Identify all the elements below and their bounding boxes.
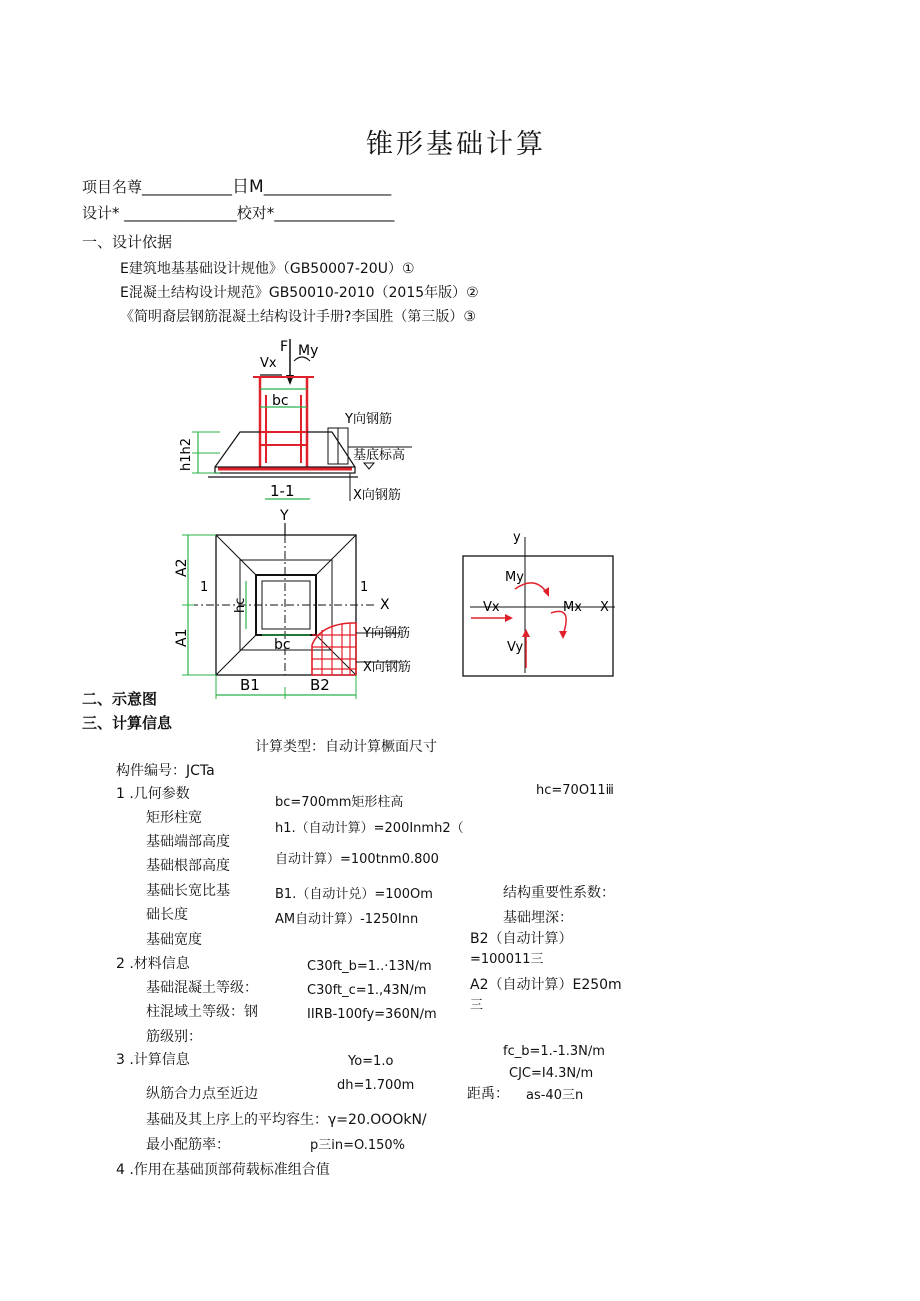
project-name-blank: ____________ xyxy=(142,178,233,196)
design-blank: _______________ xyxy=(124,204,237,222)
label-x-rebar-section: X向钢筋 xyxy=(353,488,401,503)
mat-value-column: C30ft_c=1.,43N∕m xyxy=(307,983,427,998)
mx-arrowhead xyxy=(559,631,567,639)
label-A1: A1 xyxy=(174,628,190,647)
label-x-rebar-plan: X向钢筋 xyxy=(363,660,411,675)
check-label: 校对* xyxy=(236,204,275,222)
label-section-mark-left: 1 xyxy=(200,580,209,595)
elevation-symbol xyxy=(364,463,374,469)
vx-arrowhead xyxy=(505,614,513,622)
geom-label-root-height: 基础根部高度 xyxy=(146,858,230,874)
hip-line-2 xyxy=(316,535,356,575)
project-name-row xyxy=(82,172,391,197)
label-base-elevation: 基底标高 xyxy=(353,448,406,463)
geom-embed-depth: 基础埋深： xyxy=(503,910,573,926)
force-diagram-frame xyxy=(463,556,613,676)
geom-value-a1: AM自动计算）-1250Inn xyxy=(275,912,419,927)
design-label: 设计* xyxy=(82,204,120,222)
hip-line-3 xyxy=(216,635,256,675)
basis-item-2: E混凝土结构设计规范》GB50010-2010（2015年版）② xyxy=(120,285,479,301)
calc-cover-label: 纵筋合力点至近边 xyxy=(146,1086,258,1102)
geom-label-column-width: 矩形柱宽 xyxy=(146,810,202,826)
basis-item-3: 《简明裔层钢筋混凝土结构设计手册?李国胜（第三版）③ xyxy=(120,309,476,325)
geom-value-b1: B1.（自动计兑）=100Om xyxy=(275,887,433,902)
calc-info-heading: 3 .计算信息 xyxy=(116,1052,190,1068)
basis-item-1: E建筑地基基础设计规他》（GB50007-20U）① xyxy=(120,261,415,277)
geom-value-bc: bc=700mm矩形柱高 xyxy=(275,795,404,810)
mat-label-rebar-grade: 筋级别： xyxy=(146,1029,202,1045)
label-section-1-1: 1-1 xyxy=(270,482,295,500)
label-force-Vy: Vy xyxy=(507,640,524,655)
label-force-Vx: Vx xyxy=(483,600,500,615)
calc-heading: 三、计算信息 xyxy=(82,714,173,732)
label-Y-axis: Y xyxy=(280,508,289,524)
label-y-rebar-section: Y向钢筋 xyxy=(345,412,392,427)
footing-slope-left xyxy=(215,432,260,467)
project-name-label: 项目名尊 xyxy=(82,178,143,196)
calc-distance-label: 距禹： xyxy=(467,1086,509,1102)
date-blank: _________________ xyxy=(263,178,392,196)
geom-importance-factor: 结构重要性系数： xyxy=(503,885,615,901)
label-force-Mx: Mx xyxy=(563,600,582,615)
design-row xyxy=(82,202,394,223)
mat-label-footing-concrete: 基础混凝土等级： xyxy=(146,980,258,996)
mat-value-footing: C30ft_b=1..·13N∕m xyxy=(307,959,432,974)
section-view-diagram xyxy=(160,335,425,510)
hip-line-1 xyxy=(216,535,256,575)
check-blank: ________________ xyxy=(274,204,395,222)
calc-type: 计算类型：自动计算橛面尺寸 xyxy=(255,739,437,755)
vy-arrowhead xyxy=(522,629,530,637)
label-F: F xyxy=(280,339,289,355)
label-h1h2: h1h2 xyxy=(179,437,194,471)
mat-a2-unit: 三 xyxy=(470,998,484,1013)
label-force-x: X xyxy=(600,600,609,615)
calc-fc-b: fc_b=1.-1.3N∕m xyxy=(503,1044,605,1059)
geom-label-length: 础长度 xyxy=(146,907,188,923)
geometry-heading: 1 .几何参数 xyxy=(116,786,190,802)
page-title: 锥形基础计算 xyxy=(366,129,546,160)
geom-b2-value: =100011三 xyxy=(470,952,544,967)
mat-value-rebar: IIRB-100fy=360N∕m xyxy=(307,1007,437,1022)
member-number: 构件编号：JCTa xyxy=(116,763,215,779)
rebar-grid-quadrant xyxy=(312,623,356,675)
load-direction-diagram xyxy=(455,523,620,683)
loads-heading: 4 .作用在基础顶部荷载标准组合值 xyxy=(116,1162,330,1178)
geom-label-ratio: 基础长宽比基 xyxy=(146,883,230,899)
label-X-axis: X xyxy=(380,597,390,613)
plan-view-diagram xyxy=(160,505,425,700)
calc-fc-c: CJC=I4.3N∕m xyxy=(509,1066,594,1081)
calc-as: as-40三n xyxy=(526,1088,584,1103)
label-force-My: My xyxy=(505,570,524,585)
label-bc-plan: bc xyxy=(274,637,291,653)
geom-value-hc: hc=70O11ⅲ xyxy=(536,783,614,798)
calc-unit-weight: 基础及其上序上的平均容生：γ=20.OOOkN/ xyxy=(146,1112,427,1128)
label-B2: B2 xyxy=(310,676,330,694)
material-heading: 2 .材料信息 xyxy=(116,956,190,972)
mat-label-column-concrete: 柱混域土等级：钢 xyxy=(146,1004,258,1020)
calc-min-ratio-label: 最小配筋率： xyxy=(146,1137,230,1153)
label-My: My xyxy=(298,343,319,359)
geom-label-end-height: 基础端部高度 xyxy=(146,834,230,850)
geom-label-width: 基础宽度 xyxy=(146,932,202,948)
mat-a2-value: A2（自动计算）E250m xyxy=(470,977,622,993)
sketch-heading: 二、示意图 xyxy=(82,690,158,708)
label-force-y: y xyxy=(513,530,521,545)
label-bc-section: bc xyxy=(272,393,289,409)
date-label: 日M xyxy=(232,177,264,197)
geom-b2-label: B2（自动计算） xyxy=(470,931,573,947)
geom-value-h1: h1.（自动计算）=200Inmh2（ xyxy=(275,821,464,836)
label-Vx: Vx xyxy=(260,356,277,371)
label-y-rebar-plan: Y向钢筋 xyxy=(363,626,410,641)
label-hc: hc xyxy=(233,597,248,613)
label-B1: B1 xyxy=(240,676,260,694)
calc-min-ratio: p三in=O.150% xyxy=(310,1138,405,1153)
label-A2: A2 xyxy=(174,558,190,577)
calc-dh: dh=1.700m xyxy=(337,1078,415,1093)
calc-yo: Yo=1.o xyxy=(348,1054,394,1069)
label-section-mark-right: 1 xyxy=(360,580,369,595)
geom-value-h2: 自动计算）=100tnm0.800 xyxy=(275,852,439,867)
design-basis-heading: 一、设计依据 xyxy=(82,233,173,251)
